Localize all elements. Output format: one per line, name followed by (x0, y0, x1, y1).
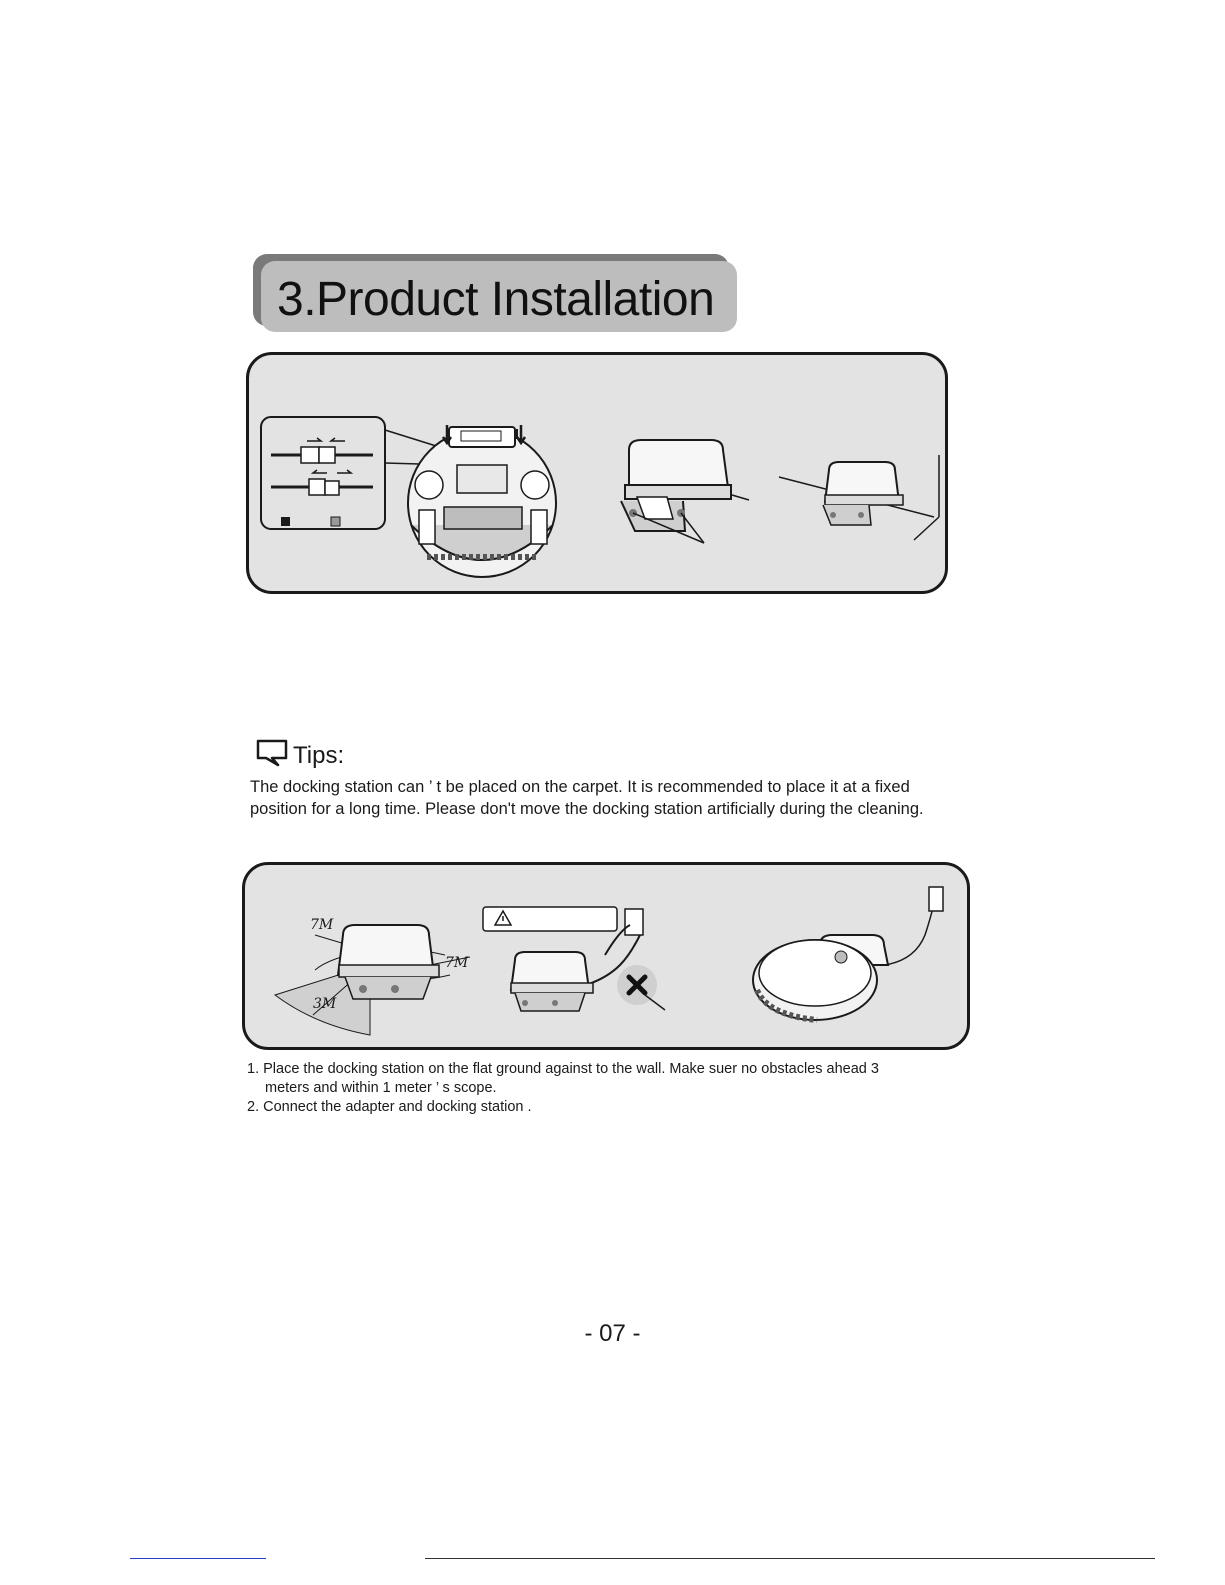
docking-station-wall-figure (779, 455, 939, 540)
docking-station-contacts-figure (621, 440, 749, 543)
adapter-warning-figure (483, 907, 665, 1011)
front-distance-label: 3M (313, 996, 337, 1012)
step-1-line-2: meters and within 1 meter ’ s scope. (265, 1080, 497, 1096)
placement-illustration (245, 865, 967, 1047)
footer-rule-right (425, 1558, 1155, 1559)
tips-title: Tips: (293, 742, 345, 769)
speech-bubble-icon (255, 738, 289, 768)
section-title: 3.Product Installation (277, 273, 715, 326)
installation-steps (247, 1060, 967, 1117)
clearance-diagram-figure (275, 917, 470, 1035)
footer-rule-left (130, 1558, 266, 1559)
left-distance-label: 7M (310, 917, 334, 933)
step-2: 2. Connect the adapter and docking station . (247, 1099, 532, 1115)
tips-line-2: position for a long time. Please don't move the docking station artificially during the cleaning. (250, 800, 924, 818)
placement-illustration-panel (242, 862, 970, 1050)
robot-charging-figure (753, 887, 943, 1020)
right-distance-label: 7M (445, 955, 469, 971)
step-1-line-1: 1. Place the docking station on the flat ground against to the wall. Make suer no obstacles ahead 3 (247, 1061, 879, 1077)
robot-bottom-view-figure (408, 425, 556, 577)
tips-line-1: The docking station can ’ t be placed on the carpet. It is recommended to place it at a fixed (250, 778, 910, 796)
installation-illustration (249, 355, 945, 591)
page-number: - 07 - (584, 1320, 641, 1347)
tips-text (250, 776, 990, 820)
installation-illustration-panel (246, 352, 948, 594)
